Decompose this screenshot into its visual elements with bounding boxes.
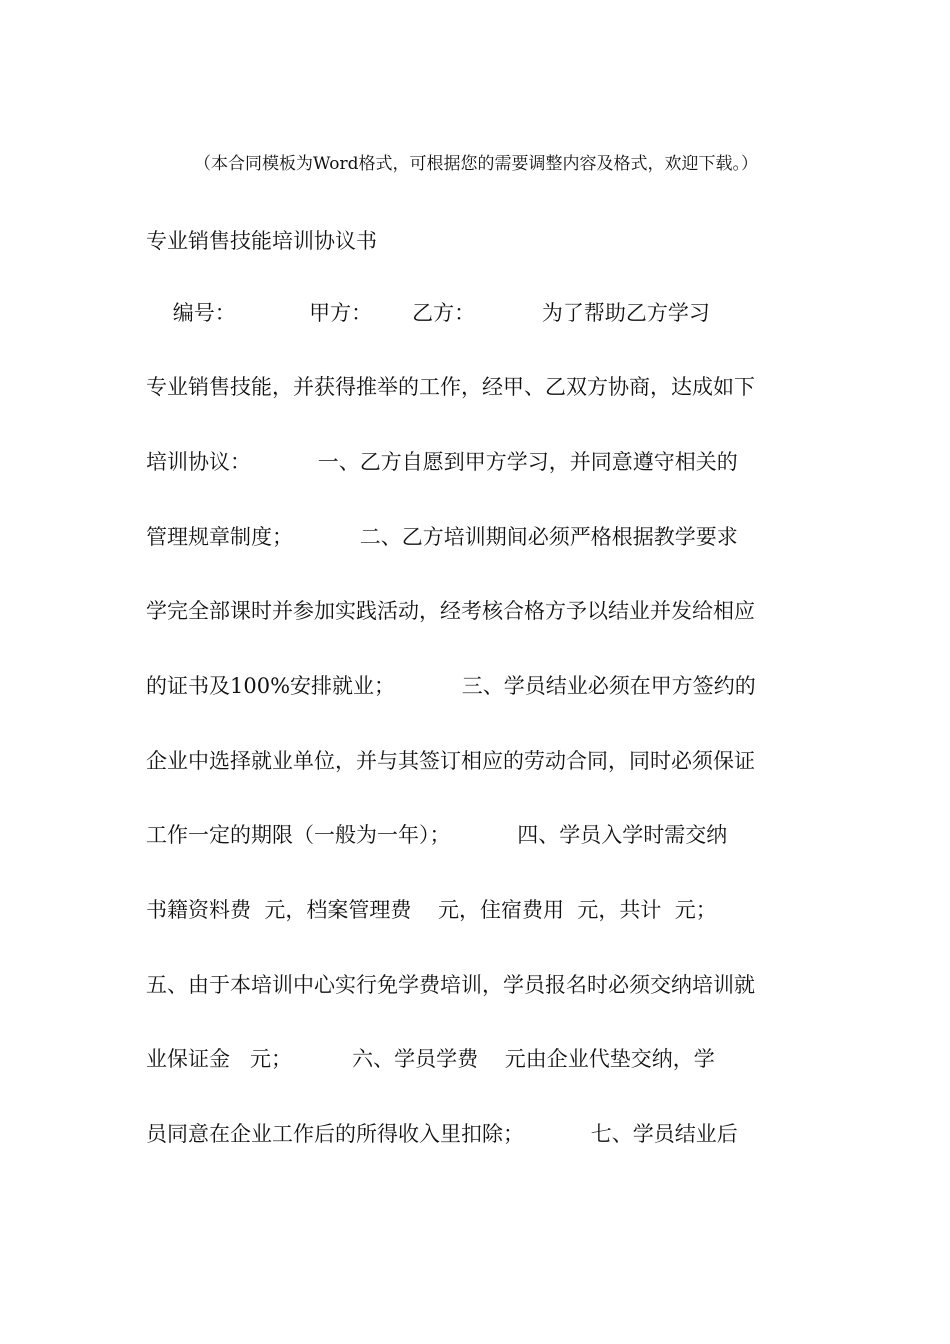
body-line-5: 学完全部课时并参加实践活动，经考核合格方予以结业并发给相应 xyxy=(146,599,755,623)
document-title: 专业销售技能培训协议书 xyxy=(146,229,377,253)
body-line-8: 工作一定的期限（一般为一年）； 四、学员入学时需交纳 xyxy=(146,823,728,847)
body-line-7: 企业中选择就业单位，并与其签订相应的劳动合同，同时必须保证 xyxy=(146,749,755,773)
body-line-2: 专业销售技能，并获得推举的工作，经甲、乙双方协商，达成如下 xyxy=(146,375,755,399)
body-line-11: 业保证金 元； 六、学员学费 元由企业代垫交纳，学 xyxy=(146,1047,715,1071)
body-line-10: 五、由于本培训中心实行免学费培训，学员报名时必须交纳培训就 xyxy=(146,973,755,997)
body-line-1: 编号： 甲方： 乙方： 为了帮助乙方学习 xyxy=(146,301,710,325)
body-line-3: 培训协议： 一、乙方自愿到甲方学习，并同意遵守相关的 xyxy=(146,450,738,474)
body-line-9: 书籍资料费 元，档案管理费 元，住宿费用 元，共计 元； xyxy=(146,898,717,922)
body-line-12: 员同意在企业工作后的所得收入里扣除； 七、学员结业后 xyxy=(146,1122,738,1146)
template-note: （本合同模板为Word格式，可根据您的需要调整内容及格式，欢迎下载。） xyxy=(193,154,759,174)
body-line-6: 的证书及100%安排就业； 三、学员结业必须在甲方签约的 xyxy=(146,674,756,698)
body-line-4: 管理规章制度； 二、乙方培训期间必须严格根据教学要求 xyxy=(146,525,738,549)
